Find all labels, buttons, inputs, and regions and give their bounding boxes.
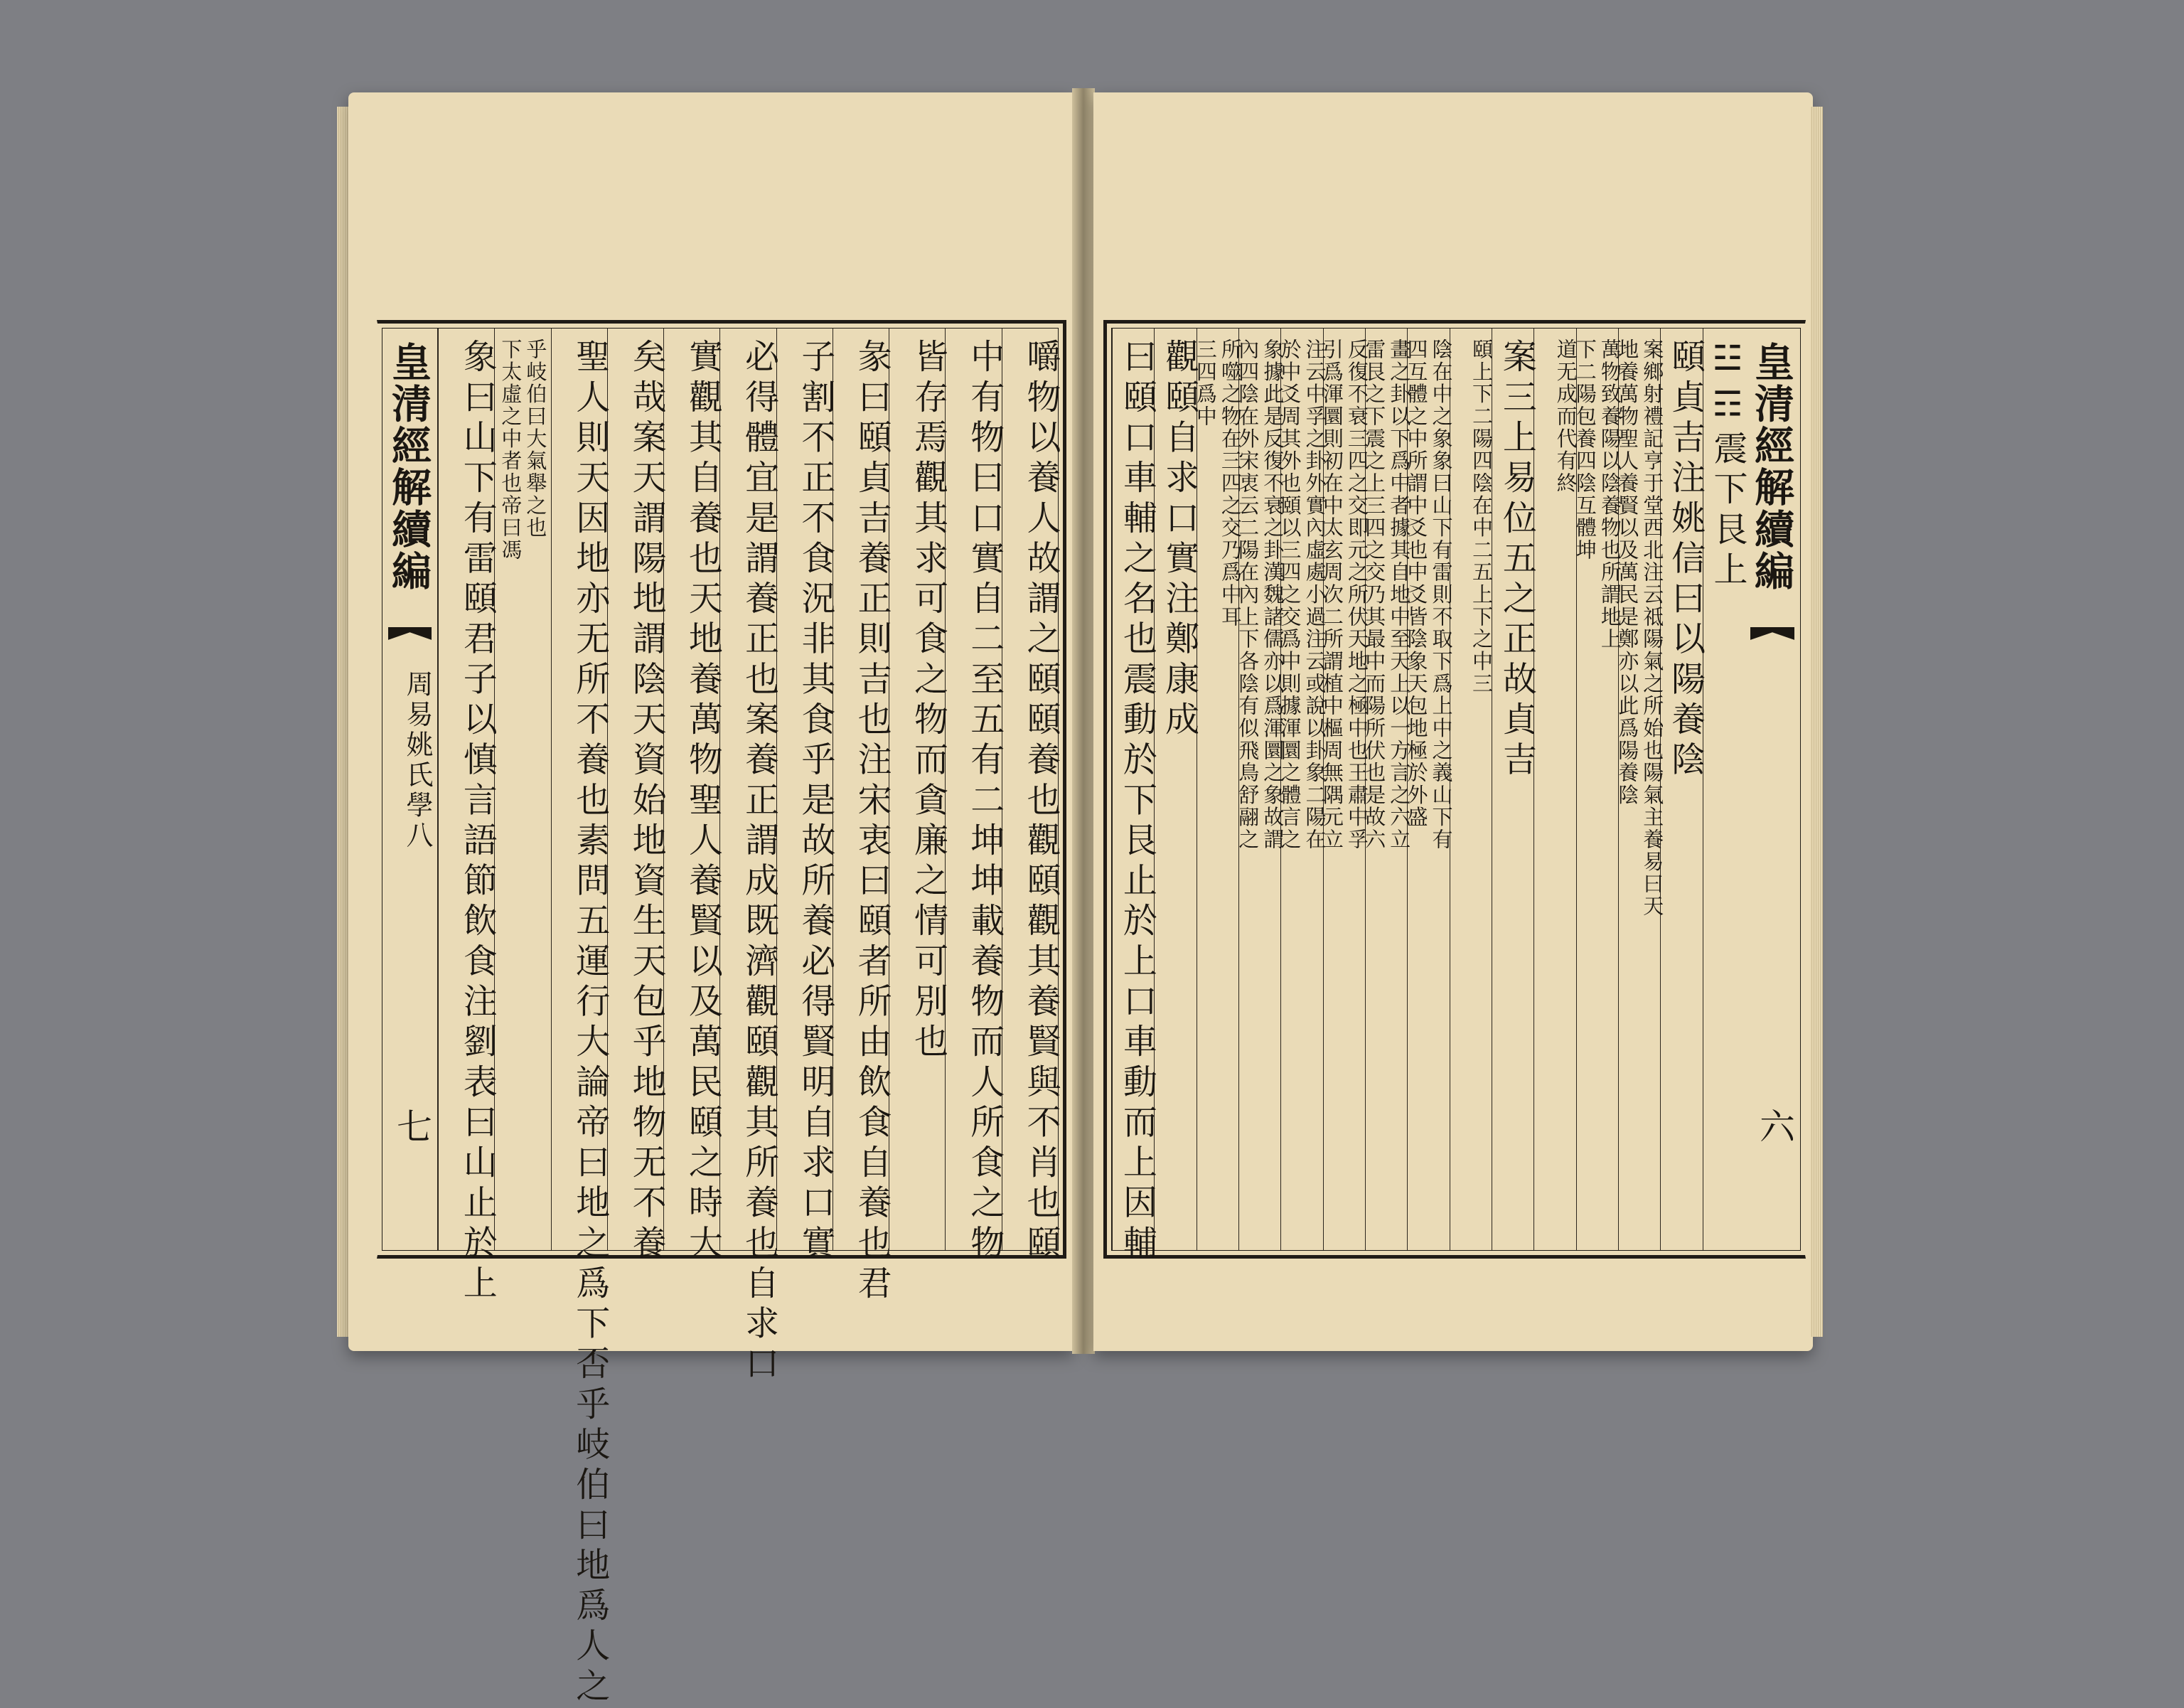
text-column xyxy=(551,329,610,1708)
main-text: 象曰山下有雷頤君子以慎言語節飲食注劉表曰山止於上 xyxy=(457,338,498,1306)
page-number: 七 xyxy=(391,1108,432,1143)
double-note-column xyxy=(1573,338,1622,651)
text-column xyxy=(1320,329,1369,1250)
main-text: 觀頤自求口實注鄭康成 xyxy=(1159,338,1199,742)
main-text: 彖曰頤貞吉養正則吉也注宋衷曰頤者所由飲食自養也君 xyxy=(852,338,892,1306)
commentary-text: 注云中孚之卦外實內虛處小過注云或說以卦象二陽在 xyxy=(1302,338,1327,851)
text-column xyxy=(1533,329,1578,1250)
open-book xyxy=(334,78,1834,1708)
commentary-text: 三四爲中 xyxy=(1193,338,1218,428)
text-column xyxy=(1236,329,1285,1250)
main-text: 曰頤口車輔之名也震動於下艮止於上口車動而上因輔 xyxy=(1117,338,1157,1265)
text-column xyxy=(1573,329,1622,1250)
text-column xyxy=(1492,329,1537,1250)
text-column xyxy=(494,329,550,1250)
commentary-text: 下二陽包養四陰互體坤 xyxy=(1573,338,1597,562)
text-column xyxy=(1703,329,1745,1250)
text-column xyxy=(1615,329,1665,1250)
double-note-column xyxy=(1404,338,1454,851)
text-column xyxy=(1193,329,1243,1250)
commentary-text: 陰在中之象象曰山下有雷則不取下爲上中之義山下有 xyxy=(1429,338,1454,851)
text-column xyxy=(1112,329,1157,1265)
main-text: 必得體宜是謂養正也案養正謂成既濟觀頤觀其所養也自求口 xyxy=(739,338,779,1386)
main-text: 矣哉案天謂陽地謂陰天資始地資生天包乎地物无不養 xyxy=(626,338,667,1265)
double-note-column xyxy=(1362,338,1412,851)
text-column xyxy=(607,329,667,1265)
double-note-column xyxy=(1320,338,1369,851)
text-column xyxy=(438,329,498,1306)
page-number: 六 xyxy=(1754,1108,1795,1143)
fishtail-mark xyxy=(1750,627,1794,640)
main-text: 子割不正不食況非其食乎是故所養必得賢明自求口實 xyxy=(795,338,835,1265)
commentary-text: 道无成而代有終 xyxy=(1553,338,1578,495)
text-column xyxy=(776,329,835,1265)
spine-title: 皇清經解續編 xyxy=(385,341,432,592)
commentary-text: 於中爻周其外也頤以三四之交爲中則據渾圜之體言之 xyxy=(1278,338,1302,851)
commentary-text: 內四陰在外宋衷云二陽在內上下各陰有似飛鳥舒翮之 xyxy=(1236,338,1260,851)
main-text: 中有物曰口實自二至五有二坤坤載養物而人所食之物 xyxy=(964,338,1005,1265)
commentary-text: 雷艮之下震之上三四之交乃其最中而陽所伏也是故六 xyxy=(1362,338,1387,851)
double-note-column xyxy=(1193,338,1243,629)
left-page-text-frame xyxy=(377,320,1066,1708)
book-gutter xyxy=(1072,88,1095,1354)
page-edges-right xyxy=(1810,107,1823,1337)
text-column xyxy=(1002,329,1061,1265)
text-column xyxy=(719,329,779,1386)
main-text: ☳☶震下艮上 xyxy=(1708,338,1747,592)
double-note-column xyxy=(495,338,550,561)
text-column xyxy=(1278,329,1327,1250)
double-note-column xyxy=(1278,338,1327,851)
main-text: 聖人則天因地亦无所不養也素問五運行大論帝曰地之爲下否乎岐伯曰地爲人之 xyxy=(569,338,610,1708)
commentary-text: 案鄉射禮記亨于堂西北注云祗陽氣之所始也陽氣主養易曰天 xyxy=(1640,338,1665,918)
commentary-text: 所噬之物在三四之交乃爲中耳 xyxy=(1218,338,1243,629)
commentary-text: 萬物致養陽以陰養物也所謂地上 xyxy=(1597,338,1622,651)
text-column xyxy=(945,329,1005,1265)
commentary-text: 乎岐伯曰大氣舉之也 xyxy=(523,338,548,539)
commentary-text: 頤上下二陽四陰在中二五上下之中三 xyxy=(1470,338,1494,695)
text-column xyxy=(1362,329,1412,1250)
text-column xyxy=(1154,329,1199,1250)
main-text: 皆存焉觀其求可食之物而貪廉之情可別也 xyxy=(908,338,948,1064)
right-page-spine-column xyxy=(1745,329,1800,1250)
text-column xyxy=(1660,329,1706,1250)
main-text: 嚼物以養人故謂之頤頤養也觀頤觀其養賢與不肖也頤 xyxy=(1020,338,1061,1265)
commentary-text: 四互體之中所謂中爻也中爻皆陰象天包地極於外盛 xyxy=(1404,338,1429,829)
commentary-text: 畫之卦以下爲中者據其自地中至天上以一方言之六立 xyxy=(1387,338,1412,851)
commentary-text: 下太虛之中者也帝曰馮 xyxy=(498,338,523,562)
commentary-text: 反復不衰三四之交即元之所伏天地之極中也王肅中孚 xyxy=(1344,338,1369,851)
right-page-text-frame xyxy=(1103,320,1806,1265)
commentary-text: 象據此是反復不衰之卦漢魏諸儒亦以爲渾圜之象故謂 xyxy=(1260,338,1285,851)
text-column xyxy=(1404,329,1454,1250)
left-page-spine-column xyxy=(382,329,438,1250)
commentary-text: 引爲渾圜則初在中太玄周次二所謂植中樞周無隅元立 xyxy=(1320,338,1344,851)
text-column xyxy=(833,329,892,1306)
main-text: 實觀其自養也天地養萬物聖人養賢以及萬民頤之時大 xyxy=(682,338,723,1265)
double-note-column xyxy=(1236,338,1285,851)
spine-subtitle: 周易姚氏學八 xyxy=(402,670,433,852)
commentary-text: 地養萬物聖人養賢以及萬民是鄭亦以此爲陽養陰 xyxy=(1615,338,1640,806)
text-column xyxy=(1450,329,1492,1250)
text-column xyxy=(663,329,723,1265)
text-column xyxy=(889,329,948,1250)
double-note-column xyxy=(1615,338,1665,918)
main-text: 頤貞吉注姚信曰以陽養陰 xyxy=(1665,338,1706,782)
spine-title: 皇清經解續編 xyxy=(1748,341,1795,592)
main-text: 案三上易位五之正故貞吉 xyxy=(1497,338,1537,782)
fishtail-mark xyxy=(388,627,432,640)
